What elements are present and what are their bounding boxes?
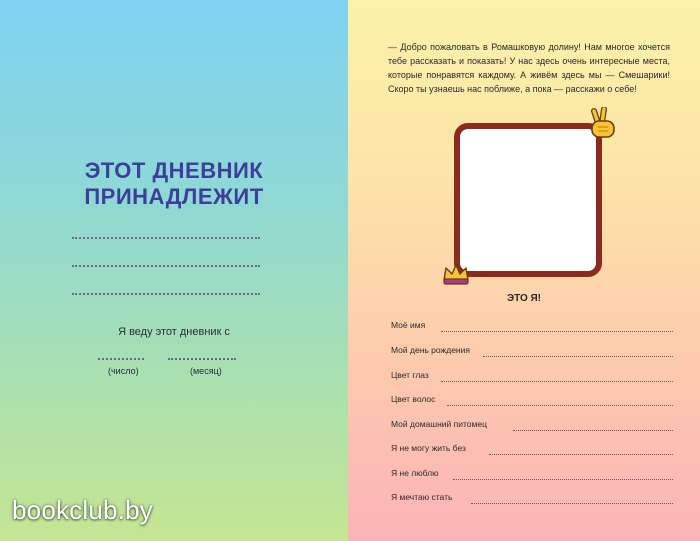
field-line <box>471 502 673 504</box>
owner-line-3 <box>72 293 260 295</box>
field-label: Мой день рождения <box>391 345 470 355</box>
field-line <box>447 404 673 406</box>
field-line <box>441 380 673 382</box>
field-line <box>483 355 673 357</box>
field-line <box>513 429 673 431</box>
title-line-2: ПРИНАДЛЕЖИТ <box>84 184 264 209</box>
field-label: Мой домашний питомец <box>391 419 487 429</box>
month-caption: (месяц) <box>190 366 222 376</box>
field-line <box>453 478 673 480</box>
title-line-1: ЭТОТ ДНЕВНИК <box>84 158 264 183</box>
field-dislike <box>391 468 673 482</box>
field-pet <box>391 419 673 433</box>
field-label: Я мечтаю стать <box>391 492 453 502</box>
photo-caption: ЭТО Я! <box>506 293 542 304</box>
field-label: Цвет волос <box>391 394 436 404</box>
month-line <box>168 358 236 360</box>
diary-start-label: Я веду этот дневник с <box>118 326 230 338</box>
field-eye-color <box>391 370 673 384</box>
left-page <box>0 0 348 541</box>
field-label: Моё имя <box>391 320 426 330</box>
page-title <box>0 158 348 210</box>
field-label: Я не могу жить без <box>391 443 466 453</box>
victory-hand-icon <box>584 107 622 141</box>
field-hair-color <box>391 394 673 408</box>
right-page <box>348 0 700 541</box>
crown-icon <box>441 262 471 286</box>
owner-line-1 <box>72 237 260 239</box>
intro-text: — Добро пожаловать в Ромашковую долину! Нам многое хочется тебе рассказать и показать! У нас здесь очень интересные места, которые понравятся каждому. А живём здесь мы — Смешарики! Скоро ты узнаешь нас поближе, а пока — расскажи о себе! <box>388 42 670 94</box>
field-dream <box>391 492 673 506</box>
field-birthday <box>391 345 673 359</box>
field-label: Цвет глаз <box>391 370 429 380</box>
field-label: Я не люблю <box>391 468 439 478</box>
day-line <box>98 358 144 360</box>
day-caption: (число) <box>108 366 139 376</box>
photo-frame <box>454 123 602 277</box>
field-line <box>489 453 673 455</box>
watermark: bookclub.by <box>12 495 153 525</box>
field-name <box>391 320 673 334</box>
field-cannot-live-without <box>391 443 673 457</box>
field-line <box>441 330 673 332</box>
owner-line-2 <box>72 265 260 267</box>
